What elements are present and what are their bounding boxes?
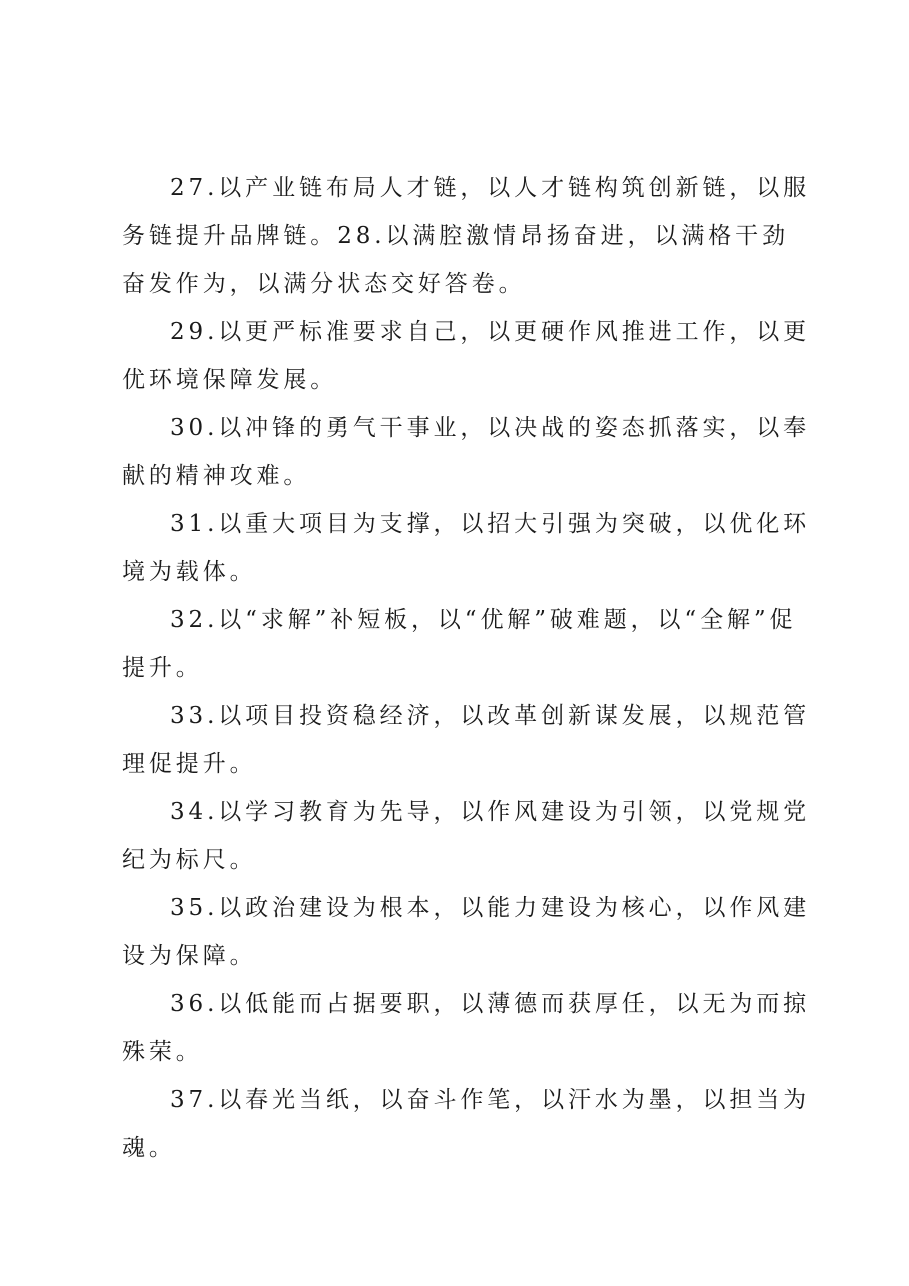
paragraph-32: 32.以“求解”补短板，以“优解”破难题，以“全解”促提升。: [122, 607, 797, 681]
paragraph-29: 29.以更严标准要求自己，以更硬作风推进工作，以更优环境保障发展。: [122, 319, 811, 393]
paragraph-34: 34.以学习教育为先导，以作风建设为引领，以党规党纪为标尺。: [122, 799, 811, 873]
document-body: [122, 164, 812, 1172]
paragraph-37: 37.以春光当纸，以奋斗作笔，以汗水为墨，以担当为魂。: [122, 1087, 811, 1161]
paragraph-31: 31.以重大项目为支撑，以招大引强为突破，以优化环境为载体。: [122, 511, 811, 585]
paragraph-27-28: 27.以产业链布局人才链，以人才链构筑创新链，以服务链提升品牌链。28.以满腔激情昂扬奋进，以满格干劲奋发作为，以满分状态交好答卷。: [122, 175, 811, 297]
paragraph-33: 33.以项目投资稳经济，以改革创新谋发展，以规范管理促提升。: [122, 703, 811, 777]
paragraph-30: 30.以冲锋的勇气干事业，以决战的姿态抓落实，以奉献的精神攻难。: [122, 415, 811, 489]
paragraph-35: 35.以政治建设为根本，以能力建设为核心，以作风建设为保障。: [122, 895, 811, 969]
paragraph-36: 36.以低能而占据要职，以薄德而获厚任，以无为而掠殊荣。: [122, 991, 811, 1065]
